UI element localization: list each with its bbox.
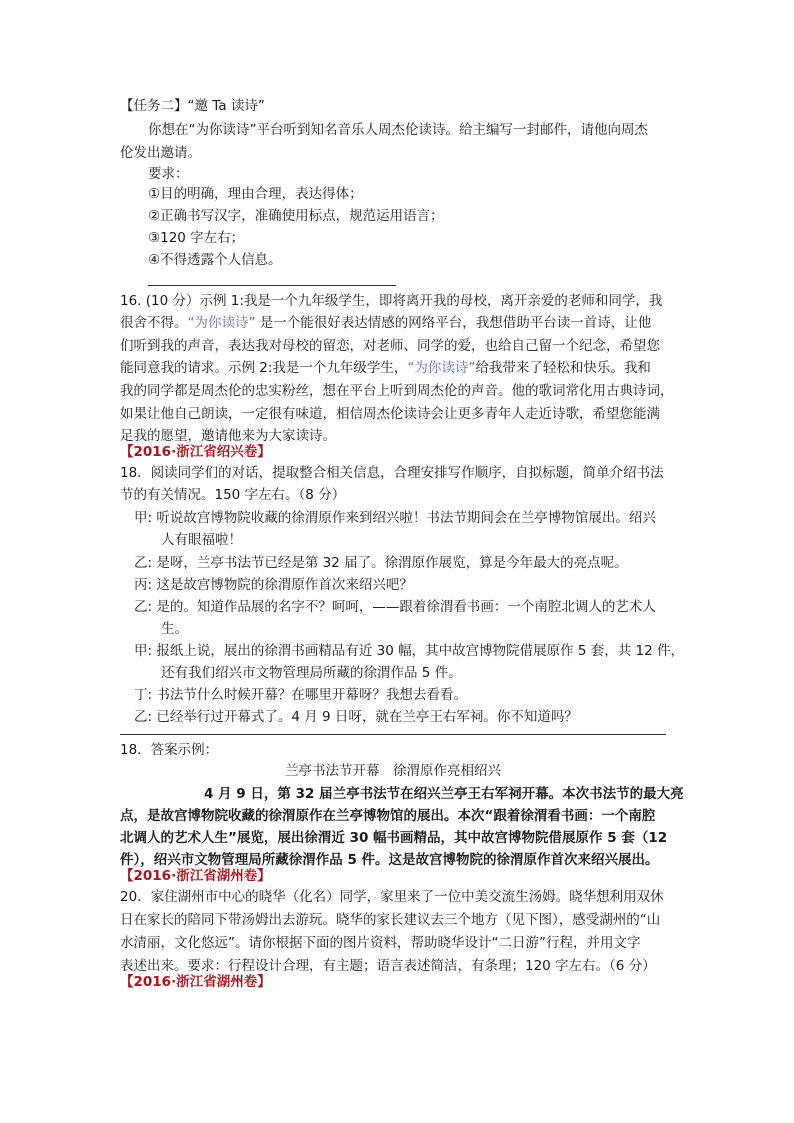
divider	[148, 285, 396, 286]
answer18-label: 18．答案示例：	[120, 742, 219, 758]
task2-requirement: ②正确书写汉字，准确使用标点，规范运用语言；	[148, 208, 444, 224]
q20-line: 水清丽，文化悠远”。请你根据下面的图片资料，帮助晓华设计“二日游”行程，并用文字	[120, 935, 641, 951]
dialogue-line: 丙: 这是故宫博物院的徐渭原作首次来绍兴吧？	[134, 577, 413, 593]
q20-line: 表述出来。要求：行程设计合理，有主题；语言表述简洁，有条理；120 字左右。（6 分）	[120, 958, 656, 974]
q20-line: 20．家住湖州市中心的晓华（化名）同学，家里来了一位中美交流生汤姆。晓华想利用双休	[120, 889, 664, 905]
dialogue-line: 生。	[161, 621, 188, 637]
dialogue-line: 甲: 报纸上说，展出的徐渭书画精品有近 30 幅，其中故宫博物院借展原作 5 套，共 12 件，	[134, 643, 685, 659]
answer16-text: 给我带来了轻松和快乐。我和	[475, 360, 651, 376]
answer18-line: 点，是故宫博物院收藏的徐渭原作在兰亭博物馆的展出。本次“跟着徐渭看书画：一个南腔	[120, 808, 656, 824]
answer16-line: 我的同学都是周杰伦的忠实粉丝，想在平台上听到周杰伦的声音。他的歌词常化用古典诗词，	[120, 383, 674, 399]
answer16-text: 能同意我的请求。示例 2:我是一个九年级学生，	[120, 360, 408, 376]
task2-requirement: ④不得透露个人信息。	[148, 252, 282, 268]
platform-name: “为你读诗”	[407, 360, 476, 376]
dialogue-line: 人有眼福啦！	[161, 532, 242, 548]
answer16-line: 们听到我的声音，表达我对母校的留恋，对老师、同学的爱，也给自己留一个纪念，希望您	[120, 338, 660, 354]
q18-line: 18．阅读同学们的对话，提取整合相关信息，合理安排写作顺序，自拟标题，简单介绍书法	[120, 465, 664, 481]
task2-requirement: ①目的明确，理由合理，表达得体；	[148, 186, 363, 202]
platform-name: “为你读诗”	[187, 315, 256, 331]
task2-heading: 【任务二】“邀 Ta 读诗”	[120, 98, 265, 114]
answer18-title: 兰亭书法节开幕 徐渭原作亮相绍兴	[285, 763, 501, 779]
answer16-line: 足我的愿望，邀请他来为大家读诗。	[120, 428, 336, 444]
answer16-line	[120, 358, 651, 378]
answer16-line	[120, 313, 651, 333]
q20-line: 日在家长的陪同下带汤姆出去游玩。晓华的家长建议去三个地方（见下图），感受湖州的“山	[120, 912, 661, 928]
dialogue-line: 乙: 是的。知道作品展的名字不？呵呵，——跟着徐渭看书画：一个南腔北调人的艺术人	[134, 599, 656, 615]
answer16-text: 很舍不得。	[120, 315, 188, 331]
q18-line: 节的有关情况。150 字左右。（8 分）	[120, 487, 346, 503]
answer18-line: 4 月 9 日，第 32 届兰亭书法节在绍兴兰亭王右军祠开幕。本次书法节的最大亮	[204, 786, 684, 802]
dialogue-line: 还有我们绍兴市文物管理局所藏的徐渭作品 5 件。	[161, 665, 462, 681]
dialogue-line: 乙: 已经举行过开幕式了。4 月 9 日呀，就在兰亭王右军祠。你不知道吗？	[134, 709, 578, 725]
task2-requirement: ③120 字左右；	[148, 230, 245, 246]
task2-requirement-label: 要求：	[148, 166, 189, 182]
source-label: 【2016·浙江省绍兴卷】	[120, 444, 271, 460]
dialogue-line: 丁: 书法节什么时候开幕？在哪里开幕呀？我想去看看。	[134, 687, 467, 703]
answer18-line: 北调人的艺术人生”展览，展出徐渭近 30 幅书画精品，其中故宫博物院借展原作 5 套（12	[120, 830, 668, 846]
divider	[120, 734, 666, 735]
task2-intro-line: 你想在“为你读诗”平台听到知名音乐人周杰伦读诗。给主编写一封邮件，请他向周杰	[148, 122, 648, 138]
task2-intro-line: 伦发出邀请。	[120, 145, 201, 161]
answer16-line: 16. (10 分）示例 1:我是一个九年级学生，即将离开我的母校，离开亲爱的老师和同学，我	[120, 293, 663, 309]
answer16-text: 是一个能很好表达情感的网络平台，我想借助平台读一首诗，让他	[255, 315, 652, 331]
dialogue-line: 乙: 是呀，兰亭书法节已经是第 32 届了。徐渭原作展览，算是今年最大的亮点呢。	[134, 555, 628, 571]
dialogue-line: 甲: 听说故宫博物院收藏的徐渭原作来到绍兴啦！书法节期间会在兰亭博物馆展出。绍兴	[134, 510, 656, 526]
answer18-line: 件），绍兴市文物管理局所藏徐渭作品 5 件。这是故宫博物院的徐渭原作首次来绍兴展出。	[120, 852, 659, 868]
answer16-line: 如果让他自己朗读，一定很有味道，相信周杰伦读诗会让更多青年人走近诗歌，希望您能满	[120, 406, 660, 422]
source-label: 【2016·浙江省湖州卷】	[120, 974, 271, 990]
source-label: 【2016·浙江省湖州卷】	[120, 868, 271, 884]
